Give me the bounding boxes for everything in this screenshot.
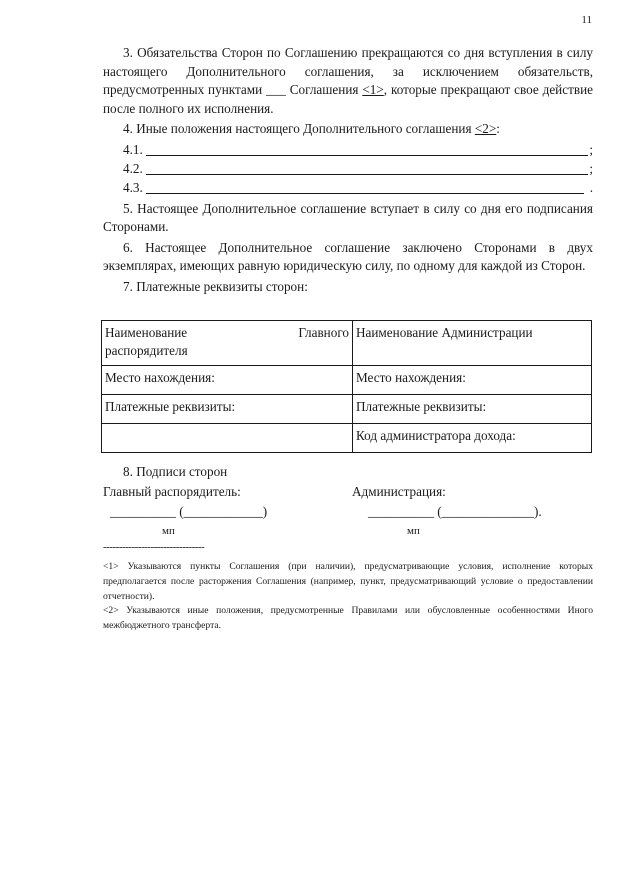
footnote-separator: -------------------------------- bbox=[103, 541, 205, 553]
cell-text: Место нахождения: bbox=[356, 370, 466, 385]
item-4-3 bbox=[103, 179, 593, 198]
footnote-1: <1> Указываются пункты Соглашения (при наличии), предусматривающие условия, исполнение которых предполагается после расторжения Соглашения (например, пункт, предусматривающий условие о предоставлении отчетности). bbox=[103, 561, 593, 602]
cell-text: Главного bbox=[298, 325, 349, 340]
paragraph-7: 7. Платежные реквизиты сторон: bbox=[123, 278, 308, 294]
item-end: ; bbox=[589, 161, 593, 176]
footnote-2: <2> Указываются иные положения, предусмотренные Правилами или обусловленные особенностями Иного межбюджетного трансферта. bbox=[103, 605, 593, 631]
stamp-label-left: мп bbox=[162, 525, 175, 537]
stamp-label-right: мп bbox=[407, 525, 420, 537]
table-row bbox=[102, 366, 592, 395]
cell-text: Наименование bbox=[105, 325, 188, 340]
table-cell bbox=[102, 395, 353, 424]
page-number: 11 bbox=[581, 14, 592, 26]
item-label: 4.3. bbox=[123, 180, 143, 195]
blank-line bbox=[146, 173, 589, 175]
item-4-2 bbox=[103, 160, 593, 179]
footnote-ref-2[interactable]: <2> bbox=[474, 121, 497, 136]
signatory-left-title: Главный распорядитель: bbox=[103, 484, 241, 499]
cell-text: Код администратора дохода: bbox=[356, 428, 516, 443]
signatory-right-title: Администрация: bbox=[352, 484, 446, 499]
body-text bbox=[103, 44, 593, 298]
item-end: . bbox=[589, 180, 593, 195]
paragraph-3 bbox=[103, 44, 593, 118]
paragraph-4 bbox=[103, 120, 593, 139]
signature-line-right: __________ (______________). bbox=[368, 504, 542, 519]
table-cell bbox=[102, 321, 353, 366]
table-cell bbox=[353, 395, 592, 424]
table-cell bbox=[102, 366, 353, 395]
paragraph-4-text-a: 4. Иные положения настоящего Дополнительного соглашения bbox=[123, 121, 475, 136]
item-4-1 bbox=[103, 141, 593, 160]
table-cell bbox=[102, 424, 353, 453]
table-cell bbox=[353, 424, 592, 453]
paragraph-6: 6. Настоящее Дополнительное соглашение заключено Сторонами в двух экземплярах, имеющих равную юридическую силу, по одному для каждой из Сторон. bbox=[103, 239, 593, 273]
paragraph-3-text-a: 3. Обязательства Сторон по Соглашению прекращаются со дня вступления в силу настоящего Дополнительного соглашения, за исключением обязательств, предусмотренных пунктами ___ Соглашения bbox=[103, 45, 593, 97]
footnote-ref-1[interactable]: <1> bbox=[362, 82, 384, 97]
item-end: ; bbox=[589, 142, 593, 157]
signature-line-left: __________ (____________) bbox=[110, 504, 268, 519]
table-cell bbox=[353, 321, 592, 366]
cell-text: Место нахождения: bbox=[105, 370, 215, 385]
blank-line bbox=[146, 154, 589, 156]
blank-line bbox=[146, 192, 584, 194]
paragraph-5: 5. Настоящее Дополнительное соглашение вступает в силу со дня его подписания Сторонами. bbox=[103, 200, 593, 234]
cell-text: Платежные реквизиты: bbox=[105, 399, 236, 414]
paragraph-3-text-b: , которые прекращают свое действие после полного их исполнения. bbox=[103, 82, 593, 116]
table-cell bbox=[353, 366, 592, 395]
item-label: 4.2. bbox=[123, 161, 143, 176]
item-label: 4.1. bbox=[123, 142, 143, 157]
cell-text: Наименование Администрации bbox=[356, 325, 533, 340]
table-row bbox=[102, 424, 592, 453]
cell-text: Платежные реквизиты: bbox=[356, 399, 487, 414]
paragraph-4-text-b: : bbox=[496, 121, 500, 136]
table-row bbox=[102, 321, 592, 366]
payment-details-table bbox=[101, 320, 592, 453]
paragraph-8: 8. Подписи сторон bbox=[123, 464, 228, 479]
table-row bbox=[102, 395, 592, 424]
cell-text: распорядителя bbox=[105, 343, 188, 358]
